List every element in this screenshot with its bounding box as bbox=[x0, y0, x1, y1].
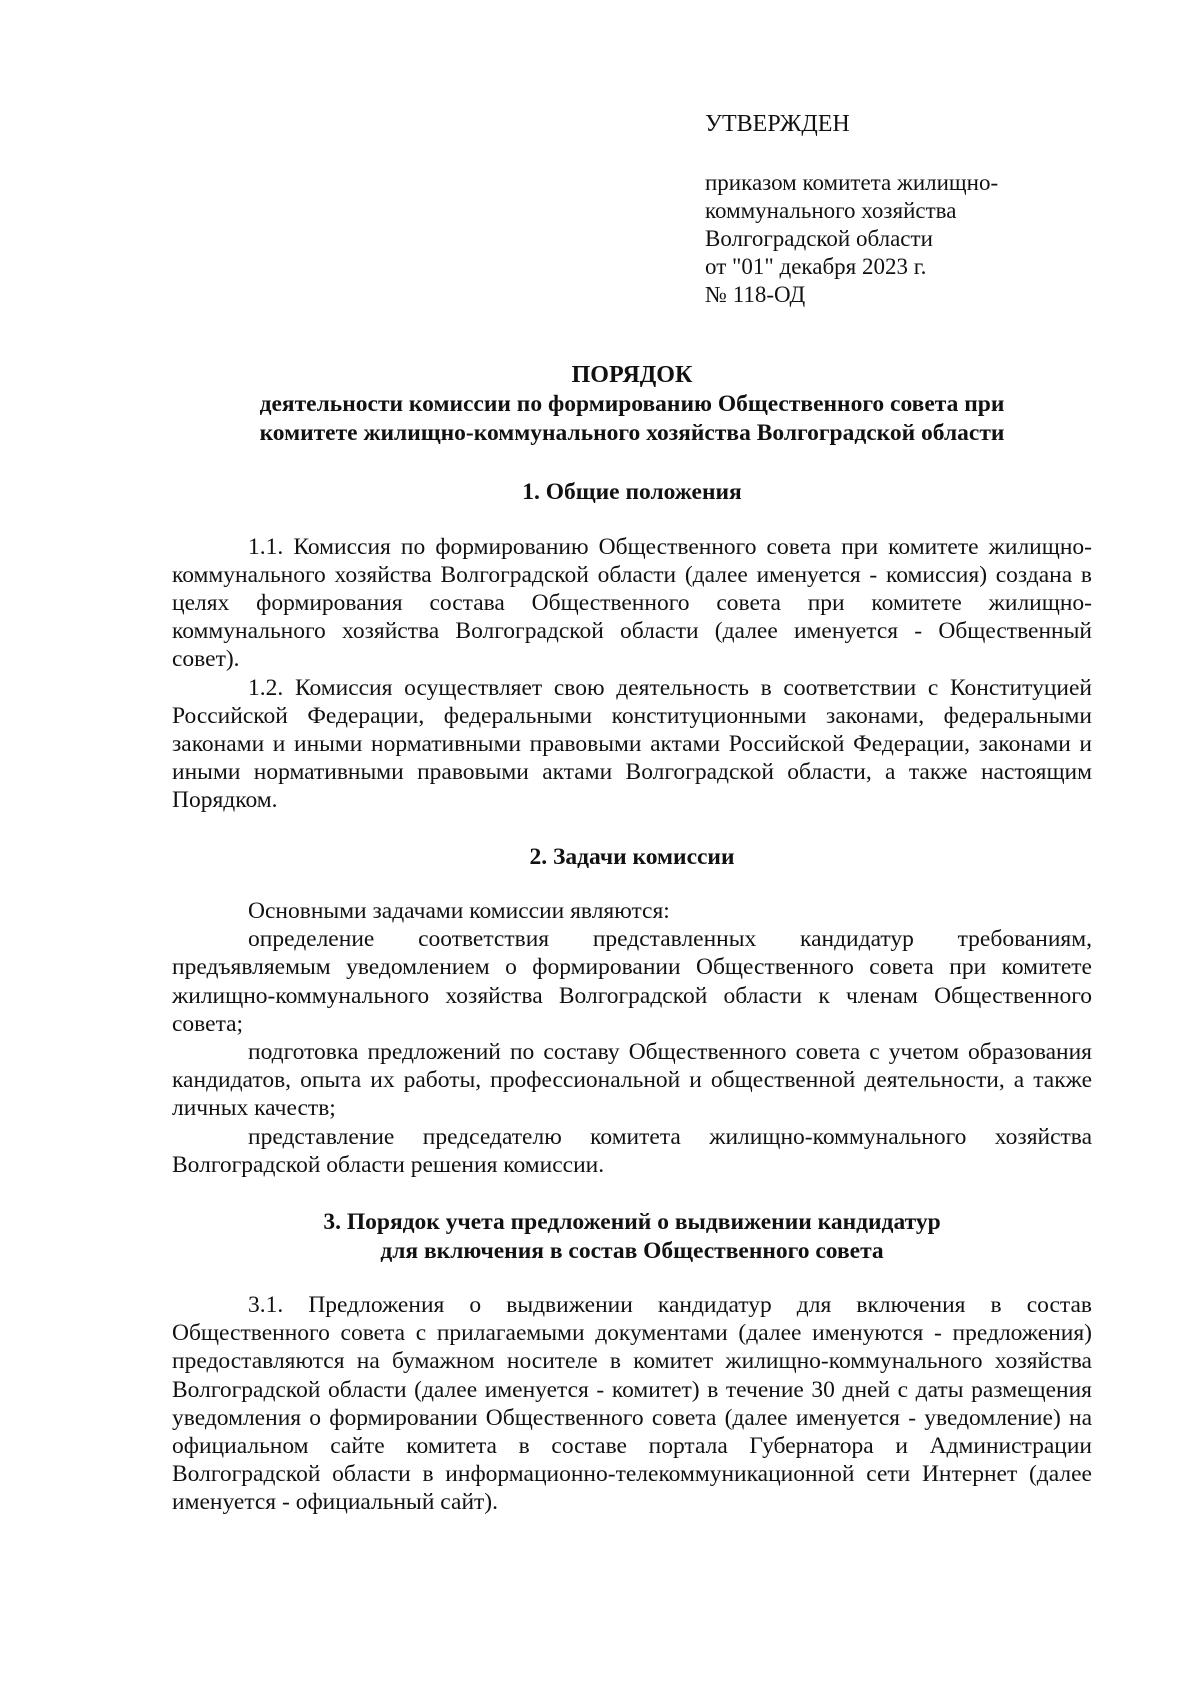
section-2-paragraph-4: представление председателю комитета жилищно-коммунального хозяйства Волгоградской области решения комиссии. bbox=[172, 1123, 1092, 1178]
document-subtitle-line: комитете жилищно-коммунального хозяйства Волгоградской области bbox=[259, 419, 1005, 446]
section-2-paragraph-2: определение соответствия представленных кандидатур требованиям, предъявляемым уведомлением о формировании Общественного совета при комитете жилищно-коммунального хозяйства Волгоградской области к членам Общественного совета; bbox=[172, 926, 1092, 1037]
section-1-paragraph-2: 1.2. Комиссия осуществляет свою деятельность в соответствии с Конституцией Российской Федерации, федеральными конституционными законами, федеральными законами и иными нормативными правовыми актами Российской Федерации, законами и иными нормативными правовыми актами Волгоградской области, а также настоящим Порядком. bbox=[172, 674, 1092, 814]
approval-line: от "01" декабря 2023 г. bbox=[705, 254, 927, 279]
section-3-heading-line: 3. Порядок учета предложений о выдвижении кандидатур bbox=[323, 1209, 941, 1236]
approval-block bbox=[705, 110, 1105, 309]
document-title: ПОРЯДОК bbox=[571, 362, 693, 388]
document-body bbox=[172, 360, 1092, 1517]
section-2-paragraph-3: подготовка предложений по составу Общественного совета с учетом образования кандидатов, опыта их работы, профессиональной и общественной деятельности, а также личных качеств; bbox=[172, 1039, 1092, 1122]
section-2-heading: 2. Задачи комиссии bbox=[529, 843, 735, 870]
approval-line: приказом комитета жилищно- bbox=[705, 170, 999, 195]
section-1-paragraph-1: 1.1. Комиссия по формированию Общественного совета при комитете жилищно-коммунального хозяйства Волгоградской области (далее именуется - комиссия) создана в целях формирования состава Общественного совета при комитете жилищно-коммунального хозяйства Волгоградской области (далее именуется - Общественный совет). bbox=[172, 533, 1092, 673]
section-1-heading: 1. Общие положения bbox=[522, 479, 742, 505]
approval-line: коммунального хозяйства bbox=[705, 198, 957, 223]
section-2-paragraph-1: Основными задачами комиссии являются: bbox=[248, 898, 670, 925]
section-3-paragraph-1: 3.1. Предложения о выдвижении кандидатур для включения в состав Общественного совета с прилагаемыми документами (далее именуются - предложения) предоставляются на бумажном носителе в комитет жилищно-коммунального хозяйства Волгоградской области (далее именуется - комитет) в течение 30 дней с даты размещения уведомления о формировании Общественного совета (далее именуется - уведомление) на официальном сайте комитета в составе портала Губернатора и Администрации Волгоградской области в информационно-телекоммуникационной сети Интернет (далее именуется - официальный сайт). bbox=[172, 1292, 1092, 1516]
section-3-heading-line: для включения в состав Общественного совета bbox=[380, 1237, 884, 1264]
document-subtitle-line: деятельности комиссии по формированию Общественного совета при bbox=[259, 391, 1005, 417]
approval-line: Волгоградской области bbox=[705, 226, 933, 251]
approval-line: № 118-ОД bbox=[705, 282, 806, 307]
approval-title: УТВЕРЖДЕН bbox=[705, 111, 850, 137]
